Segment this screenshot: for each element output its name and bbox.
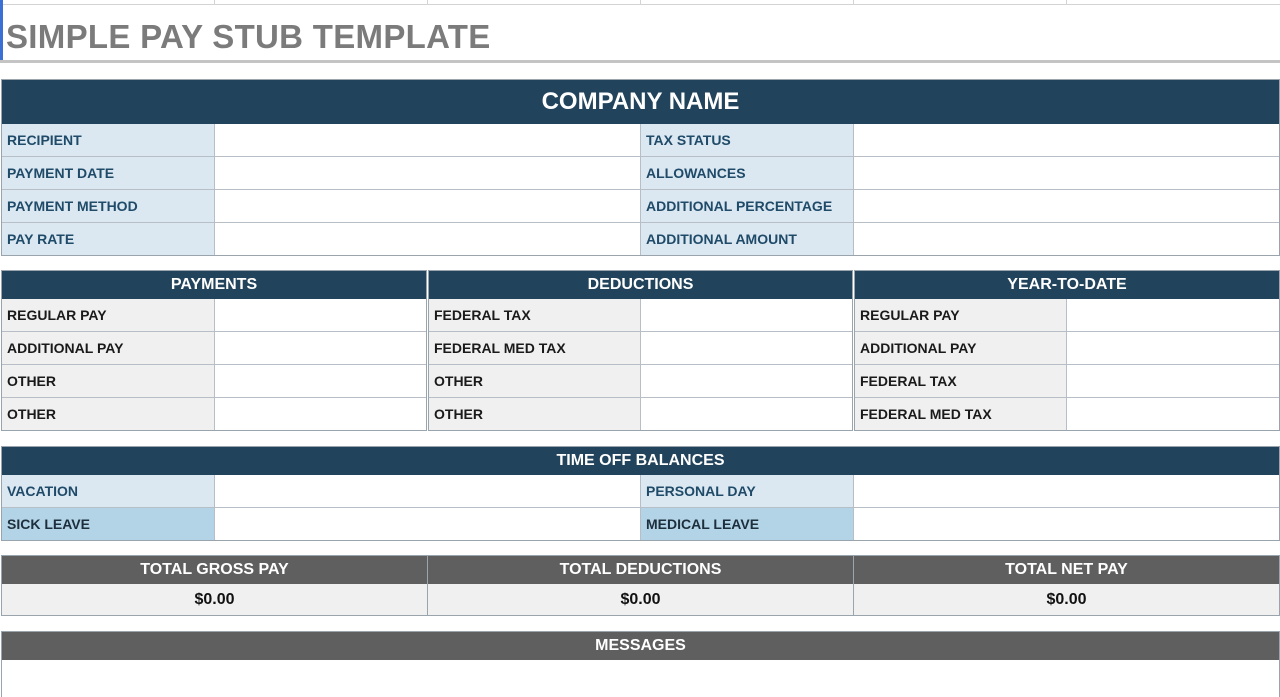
time-off-label: VACATION	[2, 475, 215, 508]
ytd-federal-med-tax-value[interactable]	[1067, 398, 1279, 430]
info-label: PAYMENT METHOD	[2, 190, 215, 223]
messages-header: MESSAGES	[2, 632, 1279, 660]
deductions-label: OTHER	[429, 398, 641, 430]
total-gross-pay-value[interactable]: $0.00	[2, 584, 428, 615]
ytd-label: FEDERAL TAX	[855, 365, 1067, 398]
ytd-label: ADDITIONAL PAY	[855, 332, 1067, 365]
deductions-label: OTHER	[429, 365, 641, 398]
time-off-label: PERSONAL DAY	[641, 475, 854, 508]
additional-pay-value[interactable]	[215, 332, 426, 365]
payment-method-value[interactable]	[215, 190, 641, 223]
ytd-regular-pay-value[interactable]	[1067, 299, 1279, 332]
ytd-header: YEAR-TO-DATE	[855, 271, 1279, 299]
time-off-label: SICK LEAVE	[2, 508, 215, 540]
other-pay-value[interactable]	[215, 398, 426, 430]
payments-label: REGULAR PAY	[2, 299, 215, 332]
other-pay-value[interactable]	[215, 365, 426, 398]
title-underline	[0, 60, 1280, 63]
time-off-block	[1, 446, 1280, 541]
messages-field[interactable]	[2, 660, 1279, 697]
payments-label: OTHER	[2, 398, 215, 430]
info-label: ADDITIONAL PERCENTAGE	[641, 190, 854, 223]
info-label: ALLOWANCES	[641, 157, 854, 190]
personal-day-value[interactable]	[854, 475, 1279, 508]
total-net-pay-header: TOTAL NET PAY	[854, 556, 1279, 584]
vacation-value[interactable]	[215, 475, 641, 508]
totals-block	[1, 555, 1280, 616]
total-deductions-header: TOTAL DEDUCTIONS	[428, 556, 854, 584]
sick-leave-value[interactable]	[215, 508, 641, 540]
deductions-label: FEDERAL MED TAX	[429, 332, 641, 365]
allowances-value[interactable]	[854, 157, 1279, 190]
additional-percentage-value[interactable]	[854, 190, 1279, 223]
federal-med-tax-value[interactable]	[641, 332, 852, 365]
messages-block	[1, 631, 1280, 697]
deductions-header: DEDUCTIONS	[429, 271, 852, 299]
time-off-header: TIME OFF BALANCES	[2, 447, 1279, 475]
total-net-pay-value[interactable]: $0.00	[854, 584, 1279, 615]
payments-label: ADDITIONAL PAY	[2, 332, 215, 365]
active-cell-indicator	[0, 0, 3, 60]
other-deduction-value[interactable]	[641, 398, 852, 430]
info-label: ADDITIONAL AMOUNT	[641, 223, 854, 255]
company-info-block	[1, 79, 1280, 256]
ytd-federal-tax-value[interactable]	[1067, 365, 1279, 398]
deductions-block	[428, 270, 853, 431]
payments-block	[1, 270, 427, 431]
ytd-label: REGULAR PAY	[855, 299, 1067, 332]
company-name-header[interactable]: COMPANY NAME	[2, 80, 1279, 124]
other-deduction-value[interactable]	[641, 365, 852, 398]
info-label: PAY RATE	[2, 223, 215, 255]
pay-rate-value[interactable]	[215, 223, 641, 255]
federal-tax-value[interactable]	[641, 299, 852, 332]
recipient-value[interactable]	[215, 124, 641, 157]
total-gross-pay-header: TOTAL GROSS PAY	[2, 556, 428, 584]
page-title: SIMPLE PAY STUB TEMPLATE	[6, 18, 491, 55]
payments-header: PAYMENTS	[2, 271, 426, 299]
total-deductions-value[interactable]: $0.00	[428, 584, 854, 615]
medical-leave-value[interactable]	[854, 508, 1279, 540]
payment-date-value[interactable]	[215, 157, 641, 190]
info-label: PAYMENT DATE	[2, 157, 215, 190]
info-label: TAX STATUS	[641, 124, 854, 157]
tax-status-value[interactable]	[854, 124, 1279, 157]
column-gridlines	[0, 0, 1280, 5]
info-label: RECIPIENT	[2, 124, 215, 157]
deductions-label: FEDERAL TAX	[429, 299, 641, 332]
time-off-label: MEDICAL LEAVE	[641, 508, 854, 540]
ytd-label: FEDERAL MED TAX	[855, 398, 1067, 430]
payments-label: OTHER	[2, 365, 215, 398]
regular-pay-value[interactable]	[215, 299, 426, 332]
ytd-additional-pay-value[interactable]	[1067, 332, 1279, 365]
additional-amount-value[interactable]	[854, 223, 1279, 255]
ytd-block	[854, 270, 1280, 431]
